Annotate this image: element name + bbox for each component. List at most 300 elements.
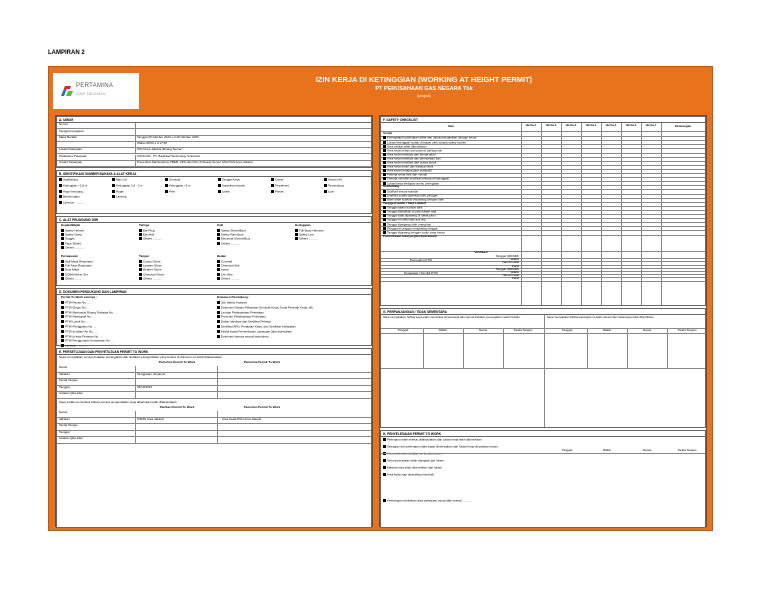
checkbox[interactable] [383,145,386,148]
checkbox[interactable] [217,301,220,304]
completion-col-header: Tanda Tangan [677,329,697,332]
hazard-item [218,184,269,188]
checkbox-label: Tangga memiliki kaki anti slip [387,218,426,222]
section-h-grid [381,437,705,527]
ppe-group-header: Badan [217,255,227,258]
checkbox[interactable] [112,195,115,198]
checkbox[interactable] [383,466,386,469]
right-panel [379,115,707,527]
checkbox[interactable] [383,206,386,209]
hazard-item [324,178,375,182]
checkbox-label: Area kerja aman dari bahaya listrik [387,165,434,169]
checkbox[interactable] [139,268,142,271]
checkbox[interactable] [61,264,64,267]
checkbox[interactable] [112,184,115,187]
checkbox[interactable] [61,339,64,342]
hazard-item [218,178,269,182]
checkbox[interactable] [383,177,386,180]
checkbox[interactable] [217,306,220,309]
checkbox[interactable] [139,237,142,240]
section-g-grid [381,315,705,427]
checkbox-label: Ear Muff [143,233,155,237]
checkbox-label: Area kerja terbebas dari benda jatuh [387,152,436,157]
section-c-grid [57,223,371,285]
checkbox[interactable] [218,178,221,181]
checkbox[interactable] [112,178,115,181]
checkbox[interactable] [271,190,274,193]
checkbox[interactable] [383,231,386,234]
checkbox[interactable] [383,161,386,164]
checkbox[interactable] [61,325,64,328]
checkbox[interactable] [383,194,386,197]
checkbox-label: Semua peralatan telah diangkat dari lokasi [387,459,444,463]
checkbox[interactable] [139,260,142,263]
checkbox-label: SCBA/Airline Set [65,272,88,276]
checkbox[interactable] [295,233,298,236]
approval-sub-header: Penerima Permit To Work [243,361,281,364]
checkbox-label: Dokumen lainnya sesuai kebutuhan ... [221,334,272,338]
ppe-group-header: Pernapasan [61,255,79,258]
checkbox[interactable] [217,237,220,240]
checkbox-label: Daftar Identitas dan Sertifikat Pekerja [221,320,271,324]
ppe-group-header: Telinga [139,224,150,227]
section-h-title: H. PENYELESAIAN PERMIT TO WORK [381,431,705,437]
verification-label: Verifikasi [474,251,488,255]
section-d [56,288,372,346]
checkbox-label: Angin kencang [63,189,83,193]
sign-row-label: Tanggal (DD/MM) [495,255,519,258]
checkbox[interactable] [139,229,142,232]
checkbox-label: PTW Dingin No. ... [65,305,90,310]
checkbox-label: Dust Mask [65,268,80,272]
completion-note [383,499,543,503]
checkbox-label: Half Mask Respirator [65,260,94,264]
checkbox-label: Sertifikat APD, Peralatan Kerja, dan Sertifikat Kelayakan [221,325,296,329]
checkbox[interactable] [61,301,64,304]
checkbox[interactable] [217,330,220,333]
checkbox[interactable] [217,264,220,267]
completion-item [383,438,533,442]
checkbox[interactable] [61,229,64,232]
checkbox[interactable] [218,184,221,187]
extension-note-left: Saya menyatakan, bahwa saya telah memeriksa tempat kerja dan semua tindakan pencegahan masih berlaku. [383,316,521,319]
logo-name: PERTAMINA [76,83,114,89]
sign-row-label: Paraf [511,264,519,268]
form-header [49,67,712,113]
checkbox[interactable] [383,210,386,213]
extension-col-header: Nama [478,329,487,332]
pertamina-logo-icon [59,82,75,98]
section-a-rows [57,123,371,167]
checkbox[interactable] [217,229,220,232]
checkbox[interactable] [112,190,115,193]
checkbox[interactable] [383,499,386,502]
checkbox[interactable] [383,182,386,185]
checkbox[interactable] [383,141,386,144]
sign-row-label: Waktu [510,258,519,262]
checkbox[interactable] [165,190,168,193]
checkbox-label: Licin [328,189,335,193]
checkbox[interactable] [61,315,64,318]
checkbox-label: Chemical Glove [143,272,165,276]
checkbox-label: Scaffolding [63,178,78,182]
section-c [56,216,372,286]
hazard-item [165,190,216,194]
ptw-item [61,311,117,315]
checkbox-label: PTW Listrik No. ... [65,320,90,324]
column-header-day: Hari ke-4 [585,124,597,127]
sign-group-label: Pemegang PTW [409,259,432,262]
checkbox-label: Tangga dipasang dengan sudut yang benar [387,230,445,234]
field-label: Nama [59,411,68,415]
support-doc-item [217,311,372,315]
checkbox[interactable] [61,277,64,280]
checkbox[interactable] [383,136,386,139]
sign-row-label: Nama Inisial [502,274,519,278]
checkbox-label: Tangga dipegangi oleh orang lain [387,222,432,226]
section-g [380,308,706,428]
checkbox[interactable] [217,315,220,318]
checkbox-label: Material sisa telah dibersihkan dari lokasi [387,466,442,470]
checkbox-label: Crane [275,178,284,182]
section-e-title: E. PERSETUJUAN DAN PENYETUJUAN PERMIT TO WORK [57,349,371,355]
section-b-title: B. IDENTIFIKASI SUMBER BAHAYA & ALAT KERJA [57,171,371,177]
checkbox-label: Tangga tidak dipasang di dekat pintu [387,214,436,218]
checkbox[interactable] [295,237,298,240]
checkbox-label: Scaffold sudah diperiksa oleh petugas [387,193,438,198]
checkbox-label: Others ........... [221,276,241,281]
company-name: PT PERUSAHAAN GAS NEGARA Tbk [375,86,473,92]
approval-sub-header: Pemohon Permit To Work [158,361,196,364]
field-label: Tanda Tangan [59,379,78,383]
checkbox-label: Others ........... [143,237,163,241]
checkbox-label: Benda tajam [63,195,80,199]
checkbox-label: Ketinggian 1,8 - 3 m [116,183,143,188]
checkbox[interactable] [139,264,142,267]
checkbox-label: Prosedur Pelaksanaan Pekerjaan [221,315,266,319]
checkbox[interactable] [324,178,327,181]
checkbox-label: Ketinggian >3 m [169,183,191,188]
checkbox[interactable] [383,153,386,156]
approval-sub-header: Pemberi Permit To Work [159,406,195,409]
hazard-item [112,195,163,199]
form-title: IZIN KERJA DI KETINGGIAN (WORKING AT HEIGHT PERMIT) [315,75,533,84]
checkbox[interactable] [61,311,64,314]
form-number: (uniquid) [417,94,431,98]
extension-col-header: Tanggal [397,329,409,332]
section-e [56,348,372,528]
checkbox-label: Goggle [65,237,75,241]
hazard-item [59,178,110,182]
checkbox[interactable] [383,190,386,193]
checkbox[interactable] [59,190,62,193]
checkbox[interactable] [61,335,64,338]
section-f-grid [381,123,705,305]
checkbox-label: Listrik [222,189,230,193]
checkbox-label: Lembar Pelaksanaan Pekerjaan [221,310,264,314]
checkbox-label: Pekerjaan telah selesai dilaksanakan dan lokasi kerja telah dibersihkan [387,438,482,442]
checkbox[interactable] [59,184,62,187]
checkbox-label: Scaffold sesuai standar [387,189,419,193]
checkbox-label: Others ........... [65,245,85,250]
field-value: PGNCOM - PT. Baghdad Technology Solusindo [137,154,201,158]
field-label: Jabatan [59,372,70,376]
checkbox[interactable] [139,277,142,280]
checkbox[interactable] [61,320,64,323]
checkbox[interactable] [217,233,220,236]
field-value: Area Head PGN Area Jakarta [222,417,262,421]
checkbox-label: PTW Memasuki Ruang Terbatas No. ... [65,310,117,314]
checklist-group: Tangga (Ladder / Step Ladder) [383,201,427,205]
checkbox-label: Hujan [116,189,124,193]
checkbox-label: Area kerja terdapat jalur evakuasi [387,169,432,173]
approval-note: Saya sudah memeriksa bahwa semua pengendalian yang diperlukan telah dilaksanakan. [59,401,178,404]
checkbox-label: Area sekitar telah dibersihkan [387,144,427,148]
checkbox-label: Safety Shoes/Boot [221,229,246,233]
checkbox-label: Base plate scaffold terpasang dengan baik [387,197,444,202]
checkbox-label: Others ........... [143,276,163,281]
permit-form [48,66,713,531]
ppe-group-header: Kepala/Wajah [61,224,81,227]
sign-row-label: Waktu [510,271,519,274]
table-row [57,437,371,444]
ppe-group-header: Tangan [139,255,150,258]
checkbox[interactable] [383,149,386,152]
support-doc-item [217,335,372,339]
hazard-item [112,184,163,188]
section-e-grid [57,355,371,527]
field-value: Tanggapan, Engineer [137,372,166,376]
checkbox[interactable] [59,178,62,181]
checkbox-label: Coverall [221,260,233,264]
checkbox[interactable] [61,237,64,240]
checkbox[interactable] [217,268,220,271]
checkbox[interactable] [383,198,386,201]
checkbox[interactable] [383,223,386,226]
hazard-item [112,190,163,194]
checkbox-label: Terpeleset [275,183,289,188]
checkbox[interactable] [217,242,220,245]
checkbox-label: Petir [169,189,176,193]
checkbox[interactable] [383,157,386,160]
checkbox-label: PTW Penggalian No. ... [65,325,97,329]
column-header-day: Hari ke-6 [625,124,637,127]
section-d-grid [57,295,371,348]
checkbox[interactable] [61,273,64,276]
checkbox[interactable] [165,184,168,187]
completion-item [383,445,533,449]
field-value: OSMO Area Jakarta [137,417,164,421]
checkbox-label: Lokasi kerja terdapat rambu peringatan [387,181,440,185]
checkbox-label: Kelengkapan pekerjaan diikat dan didokumentasikan dengan benar [387,136,477,140]
hazard-item [112,178,163,182]
column-header-day: Hari ke-3 [565,124,577,127]
field-value: Tanggal 25 Oktober 2023 s.d 25 Oktober 2023 [137,135,199,139]
hazard-other [59,201,85,205]
completion-col-header: Nama [642,329,651,332]
checkbox-label: Face Shield [65,241,81,245]
ppe-item [61,277,84,281]
checkbox[interactable] [324,184,327,187]
hazard-item [218,190,269,194]
field-label: Catatan (jika ada) [59,392,83,396]
checkbox[interactable] [139,233,142,236]
field-label: Jabatan [59,417,70,421]
checkbox[interactable] [383,214,386,217]
checkbox[interactable] [217,325,220,328]
sign-group-label: Pengawas / Pemilik PTW [404,271,438,275]
checkbox[interactable] [139,273,142,276]
checkbox-label: PTW di atas Perairan No. ... [65,334,103,338]
checkbox[interactable] [383,459,386,462]
checkbox[interactable] [59,201,62,204]
checkbox-label: Safety Rain Boot [221,233,244,237]
checklist-group: Scaffolding [383,185,400,189]
checkbox[interactable] [218,190,221,193]
completion-item [383,466,533,470]
checkbox[interactable] [295,229,298,232]
checkbox[interactable] [61,306,64,309]
checkbox-label: Safety Glass [65,233,83,237]
field-label: Pelaksana Pekerjaan [59,154,88,158]
checkbox[interactable] [165,178,168,181]
checkbox-label: Chemical Suit [221,264,240,268]
checkbox-label: Gondola [169,178,181,182]
checkbox[interactable] [217,311,220,314]
checkbox[interactable] [61,246,64,249]
checkbox[interactable] [383,473,386,476]
hazard-item [165,178,216,182]
checkbox-label: Cotton Glove [143,260,161,264]
completion-item [383,473,533,477]
field-value: PGN Area Jakarta (Ruang Server) [137,148,183,152]
checkbox[interactable] [61,330,64,333]
field-value: Preventive Maintenance PBEB, UPS dan PAC di Ruang Server SSA PGN Area Jakarta [137,161,253,165]
checkbox[interactable] [383,169,386,172]
column-header-day: Hari ke-2 [545,124,557,127]
support-doc-item [217,306,372,310]
checkbox-label: Tangga diletakkan di permukaan rata [387,210,437,214]
column-header-day: Hari ke-1 [525,124,537,127]
ppe-group-header: Ketinggian [295,224,311,227]
checkbox[interactable] [217,335,220,338]
column-header-day: Hari ke-7 [645,124,657,127]
checkbox[interactable] [383,227,386,230]
table-row [57,161,371,167]
ptw-item [61,306,90,310]
ppe-item [217,242,240,246]
checkbox[interactable] [383,445,386,448]
column-header-remark: Keterangan [674,125,692,128]
checkbox[interactable] [383,438,386,441]
section-a [56,116,372,168]
ptw-item [61,320,89,324]
checkbox[interactable] [271,178,274,181]
checkbox[interactable] [59,195,62,198]
checkbox-label: PTW Radiografi No. ... [65,315,96,319]
checkbox-label: Sebagian dari pekerjaan tidak dapat diselesaikan dan lokasi kerja dinyatakan aman. [387,445,499,449]
field-label: Tanggal [59,385,70,389]
hazard-item [59,184,110,188]
doc-group-header: Permit To Work Lainnya : [61,296,97,299]
checkbox[interactable] [383,218,386,221]
checkbox[interactable] [383,173,386,176]
checkbox-label: Electrical Gloves/Boot [221,237,251,241]
approval-sub-header: Pemohon Permit To Work [243,406,281,409]
field-label: Catatan (jika ada) [59,437,83,441]
checkbox[interactable] [61,344,64,347]
checkbox-label: Ear Plug [143,229,155,233]
section-f [380,116,706,306]
completion-col-header: Nama [642,449,651,452]
field-value: 25/10/2023 [137,385,153,389]
checkbox-label: Pekerja memiliki sertifikat bekerja di ketinggian [387,177,450,181]
support-doc-item [217,301,372,305]
checkbox-label: Area kerja bebas dari potensi bahaya lain [387,148,443,152]
checkbox-label: Tangga dalam kondisi baik [387,206,423,210]
checkbox[interactable] [61,268,64,271]
checkbox-label: Lainnya : ........... [63,201,86,205]
checkbox-label: Area telah dikembalikan ke kondisi aman [387,452,442,456]
checkbox[interactable] [383,165,386,168]
section-d-title: D. DOKUMEN PENDUKUNG DAN LAMPIRAN [57,289,371,295]
field-label: Tanggal [59,430,70,434]
checkbox[interactable] [217,273,220,276]
section-c-title: C. ALAT PELINDUNG DIRI [57,217,371,223]
section-g-title: G. PERPANJANGAN / TIDAK SEMENTARA [381,309,705,315]
checkbox-label: Rubber Glove [143,268,162,272]
ppe-item [61,246,84,250]
field-value: Waktu 08:00 s.d 17:00 [137,142,167,146]
ptw-item [61,339,114,343]
checkbox-label: Tersandung [328,183,344,188]
completion-col-header: Tanggal [561,329,573,332]
field-label: Tanda Tangan [59,424,78,428]
ppe-item [217,277,240,281]
checkbox-label: Lainnya [116,195,127,199]
completion-col-header: Tanda Tangan [677,449,697,452]
checkbox-label: Job Safety Analysis [221,301,248,305]
table-row [57,392,371,399]
checkbox[interactable] [217,320,220,323]
ppe-item [139,237,162,241]
checkbox-label: PTW di dalam Air No. ... [65,329,98,334]
completion-col-header: Tanggal [561,449,573,452]
checkbox[interactable] [217,260,220,263]
checkbox[interactable] [61,260,64,263]
hazard-item [271,190,322,194]
checkbox[interactable] [61,233,64,236]
checklist-group: Umum [383,132,393,135]
checkbox-label: Life Vest [221,272,233,276]
checkbox[interactable] [324,190,327,193]
checkbox-label: Leather Glove [143,264,162,268]
checkbox-label: Others ........... [221,241,241,245]
support-doc-item [217,325,372,329]
checkbox-label: Area kerja siap diserahkan kembali [387,473,434,477]
checkbox-label: PTW Panas No. ... [65,301,90,305]
support-doc-item [217,330,372,334]
checkbox-label: Pekerja sehat fisik dan mental [387,173,428,177]
checkbox-label: Safety Helmet [65,229,84,233]
ppe-item [295,237,318,241]
checkbox-label: Others ........... [65,276,85,281]
ptw-item [61,325,96,329]
checkbox-label: Man Lift [116,178,127,182]
checkbox[interactable] [217,277,220,280]
checkbox[interactable] [271,184,274,187]
checkbox[interactable] [61,242,64,245]
